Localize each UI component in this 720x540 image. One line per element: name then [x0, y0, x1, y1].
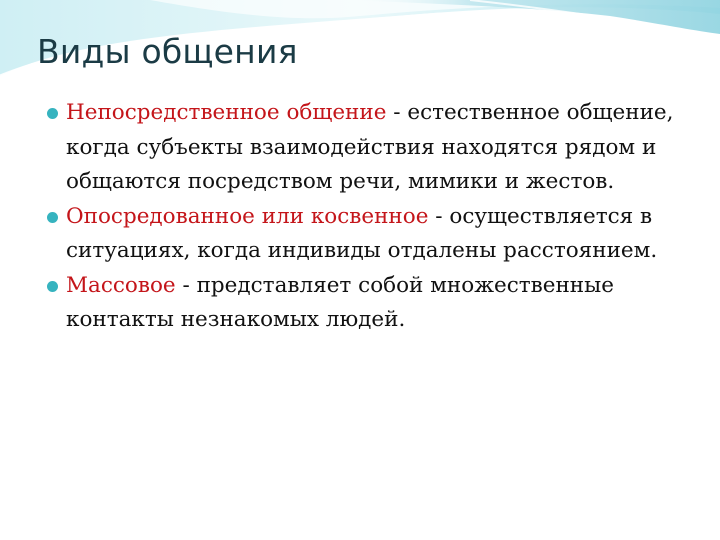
bullet-item-direct [47, 96, 697, 200]
bullet-term: Непосредственное общение [66, 100, 387, 125]
bullet-item-mediated [47, 200, 697, 269]
bullet-text: естественное общение, когда субъекты взаимодействия находятся рядом и общаются посредством речи, мимики и жестов. [66, 100, 674, 194]
bullet-dot-icon [47, 108, 58, 119]
bullet-separator: - [175, 272, 197, 298]
bullet-term: Опосредованное или косвенное [66, 203, 429, 229]
bullet-term: Массовое [66, 272, 176, 298]
bullet-separator: - [386, 100, 408, 125]
bullet-dot-icon [47, 212, 58, 223]
bullet-item-mass [47, 269, 697, 338]
bullet-separator: - [428, 203, 450, 229]
bullet-text: представляет собой множественные контакты незнакомых людей. [66, 272, 614, 332]
bullet-list [47, 96, 697, 338]
slide-title: Виды общения [37, 32, 298, 71]
bullet-dot-icon [47, 281, 58, 292]
bullet-text: осуществляется в ситуациях, когда индивиды отдалены расстоянием. [66, 203, 658, 263]
